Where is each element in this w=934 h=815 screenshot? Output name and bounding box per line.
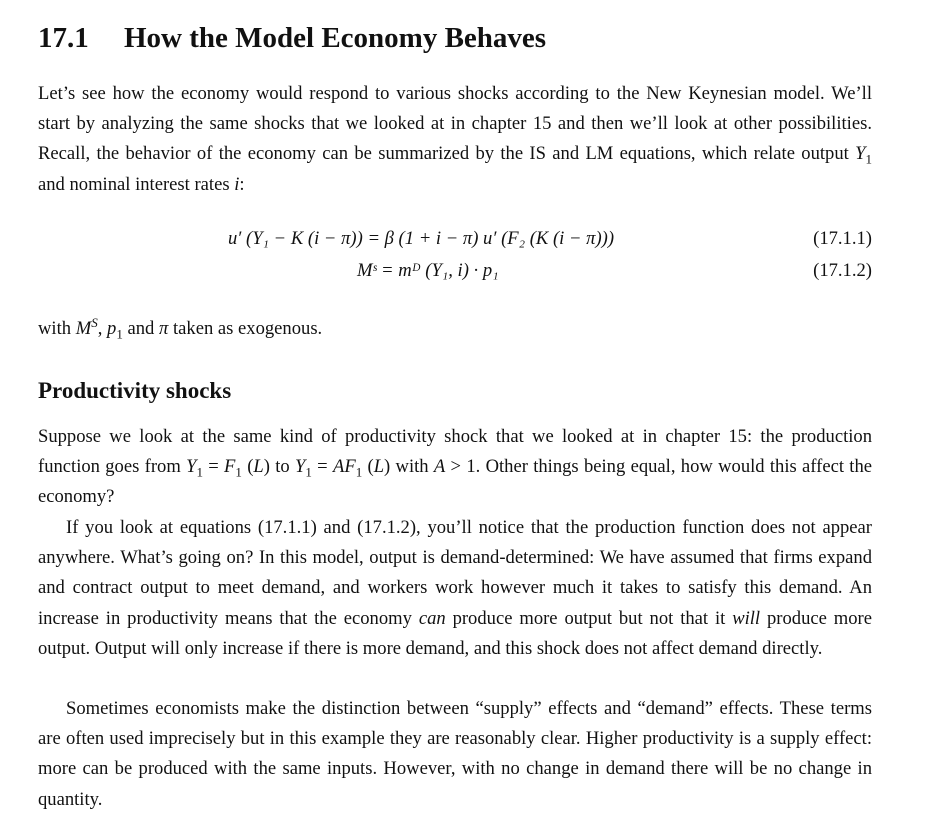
math-subscript: 1	[355, 464, 363, 480]
math-symbol: L	[253, 456, 264, 478]
text-run: ) to	[263, 456, 296, 478]
text-run: Suppose we look at the same kind of productivity shock that we looked at in chapter 15: the production function goes from	[38, 426, 872, 478]
text-run: (	[241, 456, 254, 478]
text-run: taken as exogenous.	[168, 318, 323, 339]
intro-paragraph	[38, 79, 872, 200]
text-run: Sometimes economists make the distinction between “supply” effects and “demand” effects. These terms are often used imprecisely but in this example they are reasonably clear. Higher productivity is a supply effect: more can be produced with the same inputs. However, with no change in demand there will be no change in quantity.	[38, 698, 872, 810]
text-run: ,	[97, 318, 108, 339]
math-symbol: p	[107, 318, 117, 339]
math-subscript: 1	[196, 464, 203, 480]
inline-math	[374, 456, 384, 477]
equation-lm: Mˢ = mᴰ (Y₁, i) · p₁	[357, 260, 499, 281]
inline-math	[75, 314, 98, 339]
body-paragraph	[38, 422, 872, 513]
equation-number: (17.1.2)	[813, 260, 872, 281]
math-supscript: S	[91, 314, 98, 330]
exogenous-note	[38, 314, 872, 344]
math-subscript: 1	[865, 152, 872, 168]
inline-math	[855, 143, 872, 168]
math-symbol: A	[433, 456, 446, 478]
inline-math	[253, 456, 263, 477]
section-title: How the Model Economy Behaves	[124, 22, 547, 54]
text-run: with	[38, 318, 76, 339]
emphasis: can	[418, 607, 446, 629]
inline-math	[186, 456, 203, 480]
text-run: If you look at equations (17.1.1) and (17.1.2), you’ll notice that the production function does not appear anywhere. What’s going on? In this model, output is demand-determined: We have assumed that firms expand and contract output to meet demand, and workers work however much it takes to satisfy this demand. An increase in productivity means that the economy	[38, 517, 872, 629]
text-run: produce more output. Output will only increase if there is more demand, and this shock does not affect demand directly.	[38, 607, 872, 659]
inline-math	[224, 456, 242, 480]
text-run: Let’s see how the economy would respond to various shocks according to the New Keynesian model. We’ll start by analyzing the same shocks that we looked at in chapter 15 and then we’ll look at other possibilities. Recall, the behavior of the economy can be summarized by the IS and LM equations, which relate output	[38, 83, 872, 165]
math-symbol: Y	[855, 143, 866, 165]
inline-math	[434, 456, 445, 477]
text-run: :	[239, 173, 245, 195]
math-symbol: AF	[332, 456, 356, 478]
body-paragraph	[38, 694, 872, 815]
text-run: (	[362, 456, 374, 478]
body-paragraph	[38, 513, 872, 664]
inline-math	[332, 456, 363, 480]
inline-math	[295, 456, 312, 480]
math-symbol: Y	[295, 456, 306, 478]
equation-is: u′ (Y₁ − K (i − π)) = β (1 + i − π) u′ (F₂ (K (i − π)))	[228, 228, 615, 249]
math-subscript: 1	[116, 326, 123, 342]
section-heading	[38, 22, 546, 55]
math-symbol: L	[373, 456, 385, 478]
text-run: =	[311, 456, 333, 478]
math-symbol: M	[75, 318, 92, 339]
section-number: 17.1	[38, 22, 89, 54]
inline-math	[107, 318, 123, 342]
math-subscript: 1	[235, 464, 242, 480]
math-symbol: i	[234, 173, 240, 195]
inline-math	[159, 318, 168, 339]
math-symbol: Y	[186, 456, 197, 478]
emphasis: will	[732, 607, 761, 629]
equation-number: (17.1.1)	[813, 228, 872, 249]
math-subscript: 1	[305, 464, 312, 480]
text-run: ) with	[384, 456, 434, 478]
text-run: and nominal interest rates	[38, 173, 235, 195]
text-run: produce more output but not that it	[445, 607, 733, 629]
text-run: > 1. Other things being equal, how would this affect the economy?	[38, 456, 873, 508]
math-symbol: π	[159, 318, 169, 339]
text-run: =	[202, 456, 225, 478]
text-run: and	[122, 318, 159, 339]
subsection-heading: Productivity shocks	[38, 378, 232, 403]
math-symbol: F	[224, 456, 236, 478]
